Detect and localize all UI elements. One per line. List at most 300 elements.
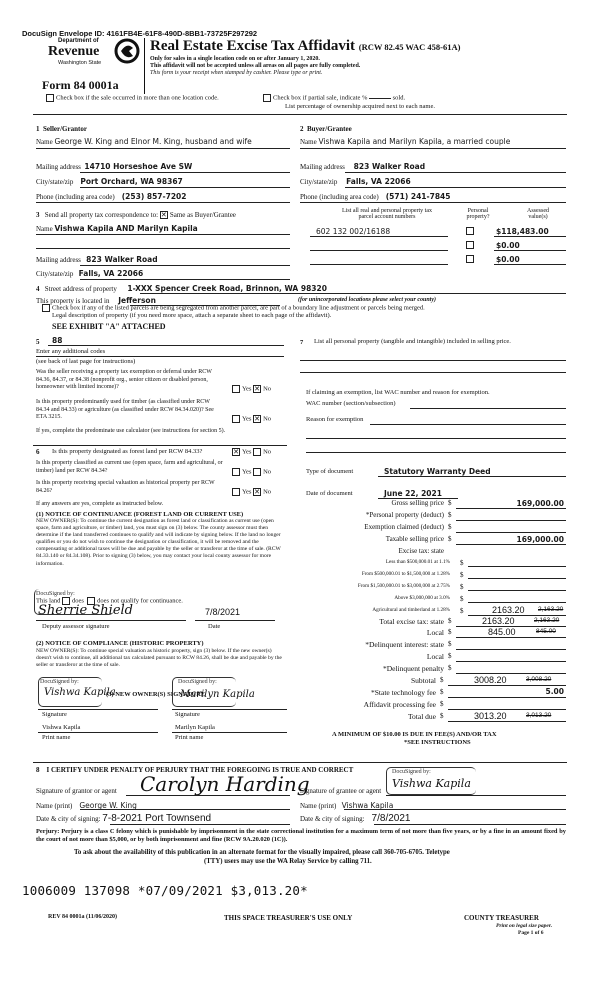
notice1-body: NEW OWNER(S): To continue the current designation as forest land or classification as current use (open space, farm and agriculture, or timber) land, you must sign on (3) below. The county assessor must then determine if the land transferred continues to qualify and will indicate by signing below. If the land no longer qualifies or you do not wish to continue the designation or classification, it will be removed and the compensating or additional taxes will be due and payable by the seller or transferor at the time of sale. (RCW 84.33.140 or 84.34.108). Prior to signing (3) below, you may contact your local county assessor for more information. — [36, 518, 281, 567]
seller-city[interactable]: Port Orchard, WA 98367 — [80, 177, 183, 186]
codes-label: Enter any additional codes — [36, 348, 106, 355]
section5-note: If yes, complete the predominate use calculator (see instructions for section 5). — [36, 428, 226, 434]
wac-label: WAC number (section/subsection) — [306, 400, 396, 407]
checkbox-icon[interactable] — [466, 255, 474, 263]
field-line — [448, 709, 566, 710]
currency-sign: $ — [460, 595, 464, 603]
section6-q2: Is this property classified as current use (open space, farm and agricultural, or timber) land per RCW 84.34? — [36, 460, 223, 474]
minimum-fee-note: A MINIMUM OF $10.00 IS DUE IN FEE(S) AND/OR TAX — [332, 731, 497, 738]
doc-type-label: Type of document — [306, 468, 354, 475]
buyer-phone[interactable]: (571) 241-7845 — [385, 192, 451, 201]
field-line — [36, 356, 284, 357]
excise-label: Excise tax: state — [398, 547, 444, 555]
multi-location-check[interactable] — [46, 94, 219, 102]
header-line-3-text: This form is your receipt when stamped by cashier. Please type or print. — [150, 70, 323, 76]
parcels-col1-header — [312, 208, 462, 220]
buyer-name-row — [300, 137, 510, 146]
signature-label-2: Signature — [175, 711, 200, 718]
penalty-label: *Delinquent penalty — [382, 664, 444, 673]
field-line — [345, 187, 566, 188]
treasurer-use-label: THIS SPACE TREASURER'S USE ONLY — [224, 914, 353, 922]
notice2-body: NEW OWNER(S): To continue special valuation as historic property, sign (3) below. If the new owner(s) doesn't wish to continue, all additional tax calculated pursuant to RCW 84.26, shall be due and payable by the seller or transferor at the time of sale. — [36, 648, 282, 669]
certify-text: I CERTIFY UNDER PENALTY OF PERJURY THAT THE FOREGOING IS TRUE AND CORRECT — [46, 766, 354, 774]
total-excise-label: Total excise tax: state — [379, 617, 444, 626]
parcels-col2-a: Personal — [467, 208, 489, 214]
buyer-name-label: Name — [300, 138, 317, 146]
buyer-heading-text: Buyer/Grantee — [307, 125, 352, 133]
field-line — [80, 279, 290, 280]
checkbox-icon[interactable] — [46, 94, 54, 102]
section3-name-row — [36, 224, 198, 233]
segregated-label: Check box if any of the listed parcels are being segregated from another parcel, are part of a boundary line adjustment or parcels being merged. — [52, 304, 425, 312]
no-checkbox[interactable] — [253, 448, 261, 456]
field-line — [494, 236, 566, 237]
county-treasurer-label: COUNTY TREASURER — [464, 914, 539, 922]
taxable-label: Taxable selling price — [385, 535, 444, 543]
no-checkbox[interactable]: ✕ — [254, 488, 261, 496]
location-code[interactable]: 88 — [52, 336, 63, 345]
buyer-number: 2 — [300, 125, 304, 133]
divider — [300, 148, 566, 149]
grantee-name-label: Name (print) — [300, 802, 337, 810]
county-field[interactable]: Jefferson — [118, 296, 156, 305]
section3-mailing-label: Mailing address — [36, 256, 81, 264]
print-label-1: Print name — [42, 734, 71, 741]
doc-date-label: Date of document — [306, 490, 353, 497]
divider — [36, 248, 290, 249]
field-line — [310, 236, 448, 237]
no-label: No — [263, 385, 272, 393]
local-struck: 845.00 — [536, 628, 556, 635]
yes-label: Yes — [242, 385, 252, 393]
see-instructions: *SEE INSTRUCTIONS — [404, 739, 471, 746]
section7-label: List all personal property (tangible and intangible) included in selling price. — [314, 338, 511, 345]
seller-number: 1 — [36, 125, 40, 133]
total-due-value[interactable]: 3013.20 — [474, 711, 507, 721]
same-as-buyer-checkbox[interactable]: ✕ — [160, 211, 167, 220]
no-checkbox[interactable]: ✕ — [254, 385, 261, 393]
section6-note: If any answers are yes, complete as instructed below. — [36, 501, 164, 507]
currency-sign: $ — [460, 583, 464, 591]
seller-name[interactable]: George W. King and Elnor M. King, husband and wife — [54, 137, 252, 146]
qualifies-c: does not qualify for continuance. — [97, 597, 183, 605]
tier1-label: Less than $500,000.01 at 1.1% — [385, 559, 450, 565]
grantee-date-row — [300, 813, 410, 824]
field-line — [386, 795, 566, 796]
yes-checkbox[interactable] — [232, 415, 240, 423]
seller-mailing-label: Mailing address — [36, 163, 81, 171]
taxable-value[interactable]: 169,000.00 — [516, 535, 564, 544]
notice2-title: (2) NOTICE OF COMPLIANCE (HISTORIC PROPERTY) — [36, 640, 204, 647]
grantor-date-label: Date & city of signing: — [36, 815, 101, 823]
grantee-name[interactable]: Vishwa Kapila — [341, 801, 394, 810]
header-line-2: This affidavit will not be accepted unless all areas on all pages are fully completed. — [150, 63, 361, 69]
field-line — [456, 649, 566, 650]
correspondence-row — [36, 211, 236, 219]
grantor-name-label: Name (print) — [36, 802, 73, 810]
field-line — [456, 520, 566, 521]
field-line — [468, 602, 566, 603]
header-divider — [144, 38, 145, 94]
field-line — [456, 508, 566, 509]
form-title — [150, 38, 460, 55]
header-line-1: Only for sales in a single location code on or after January 1, 2020. — [150, 56, 320, 62]
doc-date[interactable]: June 22, 2021 — [384, 489, 442, 498]
new-owners-label: (3) NEW OWNER(S) SIGNATURE — [106, 691, 206, 698]
section3-label: Send all property tax correspondence to: — [44, 211, 159, 219]
title-text: Real Estate Excise Tax Affidavit — [150, 38, 355, 54]
no-checkbox[interactable]: ✕ — [254, 415, 261, 423]
field-line — [126, 795, 290, 796]
seller-city-row — [36, 177, 183, 186]
seller-name-row — [36, 137, 252, 146]
parcels-col3-b: value(s) — [528, 214, 548, 220]
field-line — [456, 661, 566, 662]
section5-number: 5 — [36, 338, 40, 346]
currency-sign: $ — [448, 511, 452, 519]
agri-label: Agricultural and timberland at 1.28% — [372, 607, 450, 613]
currency-sign: $ — [448, 617, 452, 625]
divider — [33, 114, 567, 115]
qualifies-a: This land — [36, 597, 61, 605]
partial-sale-label: Check box if partial sale, indicate % — [273, 94, 368, 102]
perjury-text — [36, 828, 566, 844]
currency-sign: $ — [460, 607, 464, 615]
section3-city-row — [36, 269, 143, 278]
field-line — [300, 360, 566, 361]
docusigned-label: DocuSigned by: — [40, 679, 79, 685]
currency-sign: $ — [448, 640, 452, 648]
grantor-date[interactable]: 7-8-2021 Port Townsend — [102, 813, 212, 824]
parcel-number[interactable]: 602 132 002/16188 — [316, 227, 391, 236]
tech-fee-label: *State technology fee — [371, 688, 436, 697]
personal-property-checkbox[interactable] — [466, 255, 476, 263]
field-line — [468, 578, 566, 579]
buyer-city-row — [300, 177, 411, 186]
divider — [33, 445, 287, 446]
field-line — [110, 824, 290, 825]
grantor-sig-label: Signature of grantor or agent — [36, 787, 117, 795]
signature-label-1: Signature — [42, 711, 67, 718]
field-line — [448, 697, 566, 698]
yes-checkbox[interactable] — [232, 468, 240, 476]
buyer-phone-label: Phone (including area code) — [300, 193, 379, 201]
form-revision: REV 84 0001a (11/06/2020) — [48, 914, 118, 920]
section3-number: 3 — [36, 211, 40, 219]
seller-mailing[interactable]: 14710 Horseshoe Ave SW — [84, 162, 193, 171]
perjury-statement: Perjury: Perjury is a class C felony which is punishable by imprisonment in the state correctional institution for a maximum term of not more than five years, or by a fine in an amount fixed by the court of not more than $5,000, or by both imprisonment and fine (RCW 9A.20.020 (1C)). — [36, 828, 566, 844]
field-line — [374, 824, 566, 825]
field-line — [172, 709, 287, 710]
docusigned-label: DocuSigned by: — [178, 679, 217, 685]
exemption-label: If claiming an exemption, list WAC number and reason for exemption. — [306, 389, 490, 396]
tier2-label: From $500,000.01 to $1,500,000 at 1.28% — [361, 571, 450, 577]
seller-heading — [36, 125, 87, 133]
agri-value[interactable]: 2163.20 — [492, 605, 525, 615]
tty-note: (TTY) users may use the WA Relay Service by calling 711. — [204, 858, 372, 865]
divider — [36, 202, 290, 203]
field-line — [448, 721, 566, 722]
located-note: (for unincorporated locations please select your county) — [298, 297, 436, 303]
field-line — [468, 566, 566, 567]
subtotal-struck: 3,008.20 — [526, 676, 552, 683]
divider — [33, 762, 567, 763]
no-label: No — [263, 468, 272, 476]
buyer-phone-row — [300, 192, 451, 201]
tech-fee-value[interactable]: 5.00 — [545, 687, 564, 696]
parcels-col2-header — [458, 208, 498, 220]
checkbox-icon[interactable] — [263, 94, 271, 102]
field-line — [38, 732, 158, 733]
checkbox-icon[interactable] — [42, 304, 50, 312]
new-owner-signature-1[interactable]: Vishwa Kapila — [44, 687, 116, 698]
seller-heading-text: Seller/Grantor — [43, 125, 87, 133]
gross-label: Gross selling price — [391, 499, 444, 507]
field-line — [448, 685, 566, 686]
subtotal-label: Subtotal — [410, 676, 436, 685]
assessed-value[interactable]: $0.00 — [496, 255, 520, 264]
codes-note: (see back of last page for instructions) — [36, 358, 136, 365]
page-number: Page 1 of 6 — [518, 930, 544, 936]
buyer-city[interactable]: Falls, VA 22066 — [346, 177, 411, 186]
buyer-mailing[interactable]: 823 Walker Road — [353, 162, 426, 171]
deputy-date-label: Date — [208, 623, 221, 630]
currency-sign: $ — [448, 523, 452, 531]
grantee-date[interactable]: 7/8/2021 — [371, 813, 411, 824]
total-due-struck: 3,013.20 — [526, 712, 552, 719]
parcels-col3-a: Assessed — [527, 208, 549, 214]
field-line — [468, 590, 566, 591]
dept-name: Revenue — [48, 44, 100, 59]
deputy-signature[interactable]: Sherrie Shield — [38, 603, 133, 618]
same-as-buyer-label: Same as Buyer/Grantee — [169, 211, 236, 219]
section3-city-label: City/state/zip — [36, 270, 74, 278]
section6-q3: Is this property receiving special valuation as historical property per RCW 84.26? — [36, 480, 215, 494]
section6-q3-answer — [232, 488, 271, 496]
section5-q2: Is this property predominantly used for timber (as classified under RCW 84.34 and 84.33) or agriculture (as classified under RCW 84.34.020)? See ETA 3215. — [36, 399, 214, 421]
field-line — [140, 293, 566, 294]
grantor-date-row — [36, 813, 211, 824]
form-number: Form 84 0001a — [42, 78, 119, 92]
field-line — [80, 265, 290, 266]
reason-label: Reason for exemption — [306, 416, 364, 423]
qualifies-b: does — [72, 597, 84, 605]
field-line — [80, 172, 290, 173]
field-line — [172, 732, 287, 733]
docusign-envelope-id: DocuSign Envelope ID: 4161FB4E-61F8-490D-8BB1-73725F297292 — [22, 29, 258, 38]
field-line — [494, 264, 566, 265]
divider — [36, 234, 290, 235]
grantee-sig-label: Signature of grantee or agent — [300, 787, 382, 795]
print-label-2: Print name — [175, 734, 204, 741]
seller-city-label: City/state/zip — [36, 178, 74, 186]
docusigned-label: DocuSigned by: — [392, 769, 431, 775]
field-line — [310, 250, 448, 251]
divider — [300, 202, 566, 203]
field-line — [370, 424, 566, 425]
yes-label: Yes — [242, 448, 252, 456]
street-address[interactable]: 1-XXX Spencer Creek Road, Brinnon, WA 98320 — [127, 284, 327, 293]
print-name-1[interactable]: Vishwa Kapila — [42, 724, 81, 731]
partial-note: List percentage of ownership acquired next to each name. — [285, 103, 435, 110]
section6-q2-answer — [232, 468, 271, 476]
section6-number: 6 — [36, 448, 40, 456]
currency-sign: $ — [440, 688, 444, 696]
currency-sign: $ — [440, 700, 444, 708]
currency-sign: $ — [448, 652, 452, 660]
segregated-check[interactable] — [42, 304, 425, 312]
field-line — [80, 809, 290, 810]
notice1-title: (1) NOTICE OF CONTINUANCE (FOREST LAND OR CURRENT USE) — [36, 511, 244, 518]
section3-name[interactable]: Vishwa Kapila AND Marilyn Kapila — [54, 224, 198, 233]
yes-label: Yes — [242, 468, 252, 476]
currency-sign: $ — [448, 499, 452, 507]
no-label: No — [263, 415, 272, 423]
exemption-claimed-label: Exemption claimed (deduct) — [364, 523, 444, 531]
no-label: No — [263, 448, 272, 456]
parcels-col3-header — [510, 208, 566, 220]
field-line — [456, 544, 566, 545]
section3-city[interactable]: Falls, VA 22066 — [78, 269, 144, 278]
section8-number: 8 — [36, 766, 40, 774]
field-line — [36, 620, 186, 621]
currency-sign: $ — [460, 571, 464, 579]
section4-number: 4 — [36, 285, 40, 293]
deputy-date[interactable]: 7/8/2021 — [205, 607, 241, 617]
section6-q1: Is this property designated as forest land per RCW 84.33? — [52, 448, 203, 455]
field-line — [410, 408, 566, 409]
located-label: This property is located in — [36, 297, 110, 305]
legal-description-label: Legal description of property (if you need more space, attach a separate sheet to each page of the affidavit). — [52, 312, 332, 319]
doc-type[interactable]: Statutory Warranty Deed — [384, 467, 491, 476]
seller-mailing-row — [36, 162, 192, 171]
field-line — [494, 250, 566, 251]
agri-struck-value: 2,163.20 — [538, 606, 564, 613]
print-name-2[interactable]: Marilyn Kapila — [175, 724, 215, 731]
currency-sign: $ — [448, 664, 452, 672]
title-citation: (RCW 82.45 WAC 458-61A) — [358, 42, 461, 52]
parcels-col1-a: List all real and personal property tax — [342, 208, 432, 214]
field-line — [344, 809, 566, 810]
new-owner-signature-2[interactable]: Marilyn Kapila — [180, 689, 255, 700]
section3-mailing[interactable]: 823 Walker Road — [86, 255, 158, 264]
field-line — [80, 187, 290, 188]
dept-state: Washington State — [58, 60, 102, 66]
processing-fee-label: Affidavit processing fee — [363, 700, 436, 709]
header-line-3 — [150, 70, 322, 76]
section3-name-label: Name — [36, 225, 53, 233]
tier3-label: From $1,500,000.01 to $3,000,000 at 2.75% — [357, 583, 450, 589]
field-line — [48, 345, 284, 346]
currency-sign: $ — [440, 712, 444, 720]
partial-sold-label: sold. — [392, 94, 406, 102]
yes-checkbox[interactable]: ✕ — [233, 448, 239, 456]
delinq-local-label: Local — [426, 652, 444, 661]
gross-value[interactable]: 169,000.00 — [516, 499, 564, 508]
section3-mailing-row — [36, 255, 158, 264]
delinq-state-label: *Delinquent interest: state — [365, 640, 444, 649]
currency-sign: $ — [460, 559, 464, 567]
field-line — [456, 637, 566, 638]
total-due-label: Total due — [407, 712, 436, 721]
no-checkbox[interactable] — [253, 468, 261, 476]
grantor-name[interactable]: George W. King — [79, 801, 137, 810]
field-line — [300, 372, 566, 373]
yes-checkbox[interactable] — [232, 385, 240, 393]
field-line — [378, 476, 566, 477]
field-line — [38, 709, 158, 710]
section6-q1-answer — [232, 448, 271, 456]
total-excise-value[interactable]: 2163.20 — [482, 616, 515, 626]
seller-phone[interactable]: (253) 857-7202 — [121, 192, 187, 201]
field-line — [195, 620, 275, 621]
parcels-col1-b: parcel account numbers — [358, 214, 416, 220]
cashier-receipt-stamp: 1006009 137098 *07/09/2021 $3,013.20* — [22, 883, 308, 898]
buyer-mailing-label: Mailing address — [300, 163, 345, 171]
partial-sale-check[interactable] — [263, 94, 405, 102]
currency-sign: $ — [440, 676, 444, 684]
section5-q1: Was the seller receiving a property tax exemption or deferral under RCW 84.36, 84.37, or 84.38 (nonprofit org., senior citizen or disabled person, homeowner with limited income)? — [36, 369, 212, 391]
assessed-value[interactable]: $0.00 — [496, 241, 520, 250]
personal-property-checkbox[interactable] — [466, 227, 476, 235]
checkbox-icon[interactable] — [466, 227, 474, 235]
subtotal-value[interactable]: 3008.20 — [474, 675, 507, 685]
seller-name-label: Name — [36, 138, 53, 146]
seller-phone-label: Phone (including area code) — [36, 193, 115, 201]
dept-top: Department of — [58, 38, 99, 44]
street-row — [36, 284, 327, 293]
grantee-date-label: Date & city of signing: — [300, 815, 365, 823]
no-label: No — [263, 488, 272, 496]
yes-label: Yes — [242, 488, 252, 496]
currency-sign: $ — [448, 628, 452, 636]
divider — [36, 148, 290, 149]
partial-percent-field[interactable] — [369, 98, 391, 99]
grantee-signature[interactable]: Vishwa Kapila — [392, 777, 471, 790]
field-line — [306, 452, 566, 453]
buyer-city-label: City/state/zip — [300, 178, 338, 186]
grantor-signature[interactable]: Carolyn Harding — [140, 772, 310, 796]
section7-number: 7 — [300, 339, 304, 346]
deputy-label: Deputy assessor signature — [42, 623, 110, 630]
assessed-value[interactable]: $118,483.00 — [496, 227, 549, 236]
exhibit-text: SEE EXHIBIT "A" ATTACHED — [52, 322, 166, 331]
local-value[interactable]: 845.00 — [488, 627, 516, 637]
yes-checkbox[interactable] — [232, 488, 240, 496]
buyer-mailing-row — [300, 162, 425, 171]
field-line — [306, 438, 566, 439]
buyer-name[interactable]: Vishwa Kapila and Marilyn Kapila, a married couple — [318, 137, 511, 146]
field-line — [456, 532, 566, 533]
section7-row — [300, 339, 308, 346]
personal-property-checkbox[interactable] — [466, 241, 476, 249]
legal-paper-note: Print on legal size paper. — [496, 923, 553, 929]
total-excise-struck: 2,163.20 — [534, 617, 560, 624]
docusigned-label: DocuSigned by: — [36, 591, 75, 597]
field-line — [310, 264, 448, 265]
section5-q1-answer — [232, 385, 271, 393]
checkbox-icon[interactable] — [466, 241, 474, 249]
revenue-logo — [48, 38, 144, 74]
field-line — [456, 673, 566, 674]
yes-label: Yes — [242, 415, 252, 423]
seller-phone-row — [36, 192, 187, 201]
personal-label: *Personal property (deduct) — [365, 511, 444, 519]
alternate-format-note: To ask about the availability of this publication in an alternate format for the visually impaired, please call 360-705-6705. Teletype — [74, 849, 450, 856]
washington-seal-icon — [114, 38, 140, 64]
local-label: Local — [426, 628, 444, 637]
buyer-heading — [300, 125, 352, 133]
